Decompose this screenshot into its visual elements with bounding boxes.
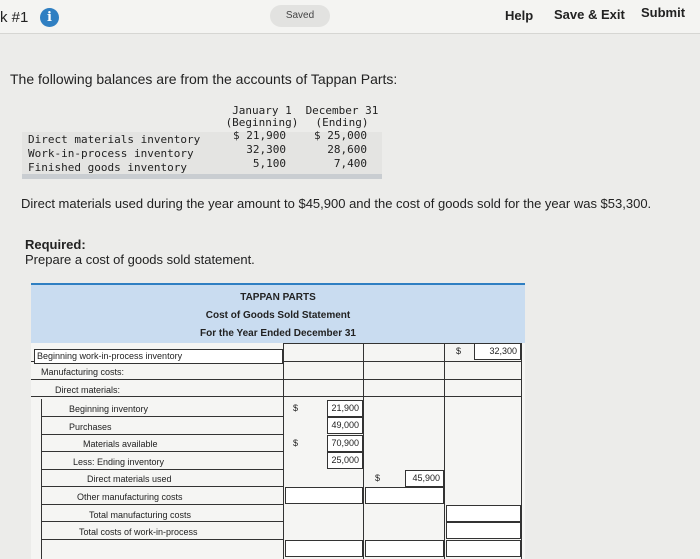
total-costs-wip-label: Total costs of work-in-process: [79, 527, 198, 537]
beginning-inventory-input[interactable]: 21,900: [327, 400, 363, 417]
grid-line: [41, 416, 283, 417]
problem-paragraph: Direct materials used during the year amount to $45,900 and the cost of goods sold for the year was $53,300.: [21, 196, 652, 211]
beginning-inventory-label: Beginning inventory: [69, 404, 149, 414]
currency-symbol: $: [293, 438, 299, 448]
other-manufacturing-costs-label: Other manufacturing costs: [77, 492, 183, 502]
manufacturing-costs-label: Manufacturing costs:: [41, 367, 125, 377]
grid-line: [363, 343, 364, 559]
submit-button[interactable]: Submit: [641, 5, 686, 20]
balance-row-label: Finished goods inventory: [28, 161, 187, 174]
ending-inventory-input[interactable]: 25,000: [327, 452, 363, 469]
statement-title: Cost of Goods Sold Statement: [205, 310, 351, 321]
less-ending-inventory-label: Less: Ending inventory: [73, 457, 165, 467]
other-manufacturing-dollar-input[interactable]: [285, 487, 363, 504]
currency-symbol: $: [375, 473, 381, 483]
beginning-wip-label[interactable]: Beginning work-in-process inventory: [34, 349, 283, 364]
balance-row-label: Work-in-process inventory: [28, 147, 194, 160]
grid-line: [41, 434, 283, 435]
grid-line: [41, 521, 283, 522]
direct-materials-label: Direct materials:: [55, 385, 121, 395]
balance-row-begin: 5,100: [252, 157, 286, 170]
end-header-1: December 31: [305, 104, 379, 117]
help-button[interactable]: Help: [505, 8, 534, 23]
balances-bottom-rule: [22, 174, 382, 179]
required-heading: Required:: [25, 237, 86, 252]
balance-row-begin: $ 21,900: [233, 129, 286, 142]
other-manufacturing-costs-input[interactable]: [365, 487, 444, 504]
saved-status-badge: Saved: [270, 5, 330, 27]
currency-symbol: $: [456, 346, 462, 356]
bottom-row-input[interactable]: [285, 540, 363, 557]
task-label: k #1: [0, 9, 29, 26]
direct-materials-used-label: Direct materials used: [87, 474, 172, 484]
grid-line: [41, 451, 283, 452]
grid-line: [41, 539, 283, 540]
balance-row-begin: 32,300: [246, 143, 286, 156]
beginning-wip-input[interactable]: 32,300: [474, 343, 521, 360]
balance-row-end: 28,600: [327, 143, 367, 156]
save-exit-button[interactable]: Save & Exit: [554, 7, 625, 22]
total-manufacturing-costs-label: Total manufacturing costs: [89, 510, 192, 520]
statement-header: [31, 283, 525, 343]
info-icon[interactable]: i: [40, 8, 59, 27]
materials-available-input[interactable]: 70,900: [327, 435, 363, 452]
total-manufacturing-costs-input[interactable]: [446, 505, 521, 522]
balance-row-end: 7,400: [333, 157, 367, 170]
balance-row-label: Direct materials inventory: [28, 133, 201, 146]
bottom-row-input[interactable]: [365, 540, 444, 557]
required-text: Prepare a cost of goods sold statement.: [25, 252, 255, 267]
statement-period: For the Year Ended December 31: [200, 328, 356, 339]
grid-line: [41, 504, 283, 505]
grid-line: [41, 469, 283, 470]
balances-table: [22, 100, 382, 180]
grid-line: [521, 343, 522, 559]
direct-materials-used-input[interactable]: 45,900: [405, 470, 444, 487]
grid-line: [41, 486, 283, 487]
begin-header-1: January 1: [232, 104, 292, 117]
begin-header-2: (Beginning): [225, 116, 299, 129]
purchases-label: Purchases: [69, 422, 112, 432]
intro-text: The following balances are from the accounts of Tappan Parts:: [10, 71, 398, 87]
statement-company: TAPPAN PARTS: [240, 292, 316, 303]
label-column-outline: [41, 399, 283, 559]
total-costs-wip-input[interactable]: [446, 522, 521, 539]
cogs-statement: [31, 283, 525, 559]
grid-line: [31, 379, 521, 380]
currency-symbol: $: [293, 403, 299, 413]
top-bar: [0, 0, 700, 34]
purchases-input[interactable]: 49,000: [327, 417, 363, 434]
bottom-row-input[interactable]: [446, 540, 521, 557]
balance-row-end: $ 25,000: [314, 129, 367, 142]
materials-available-label: Materials available: [83, 439, 158, 449]
end-header-2: (Ending): [315, 116, 369, 129]
grid-line: [31, 396, 521, 397]
grid-line: [283, 343, 284, 559]
grid-line: [444, 343, 445, 559]
